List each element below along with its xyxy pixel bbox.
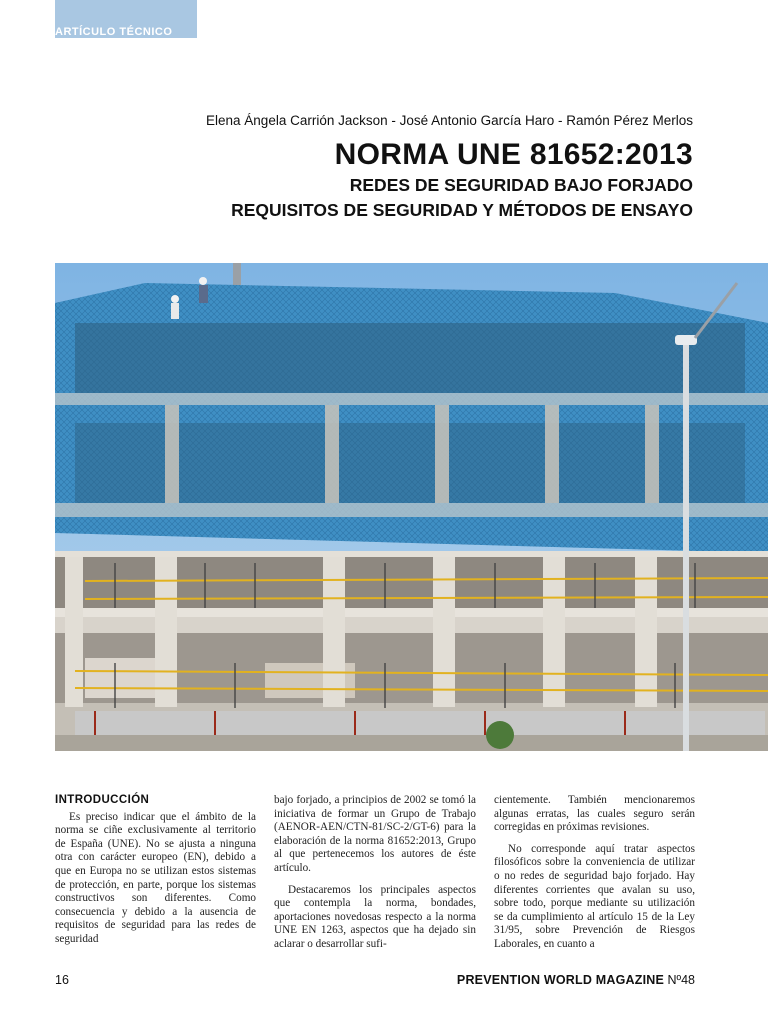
paragraph: cientemente. También mencionaremos algunas erratas, las cuales seguro serán corregidas en próximas revisiones. <box>494 794 695 834</box>
section-label: ARTÍCULO TÉCNICO <box>55 26 173 38</box>
article-title: NORMA UNE 81652:2013 <box>334 138 693 171</box>
article-photo <box>55 263 768 751</box>
page-number: 16 <box>55 973 69 987</box>
issue-number: Nº48 <box>667 973 695 987</box>
article-subtitle-2: REQUISITOS DE SEGURIDAD Y MÉTODOS DE ENSAYO <box>231 200 693 220</box>
text-column-1 <box>55 794 256 947</box>
magazine-name: PREVENTION WORLD MAGAZINE <box>456 973 665 987</box>
magazine-footer <box>457 973 695 987</box>
paragraph: Es preciso indicar que el ámbito de la norma se ciñe exclusivamente al territorio de España (UNE). No se ajusta a ninguna otra con carácter europeo (EN), debido a que en Europa no se utilizan estos sistemas de protección, en parte, porque los sistemas constructivos son diferentes. Como consecuencia y debido a la ausencia de requisitos de seguridad para las redes de seguridad <box>55 810 256 945</box>
text-column-2 <box>274 794 476 952</box>
paragraph: bajo forjado, a principios de 2002 se tomó la iniciativa de formar un Grupo de Trabajo (AENOR-AEN/CTN-81/SC-2/GT-6) para la elaboración de la norma 81652:2013, Grupo al que pertenecemos los autores de éste artículo. <box>274 794 476 874</box>
rolled-nets <box>75 711 765 735</box>
text-column-3 <box>494 794 695 952</box>
paragraph: No corresponde aquí tratar aspectos filosóficos sobre la conveniencia de utilizar o no redes de seguridad bajo forjado. Hay diferentes corrientes que avalan su uso, sobre todo, porque mediante su utilización se da cumplimiento al artículo 15 de la Ley 31/95, sobre Prevención de Riesgos Laborales, en cuanto a <box>494 842 695 950</box>
construction-site-illustration <box>55 263 768 751</box>
section-tab <box>55 0 197 38</box>
paragraph: Destacaremos los principales aspectos que contempla la norma, bondades, aportaciones novedosas respecto a la norma UNE EN 1263, aspectos que ha dejado sin aclarar o desarrollar sufi- <box>274 883 476 950</box>
article-authors: Elena Ángela Carrión Jackson - José Antonio García Haro - Ramón Pérez Merlos <box>206 113 693 128</box>
article-subtitle-1: REDES DE SEGURIDAD BAJO FORJADO <box>349 175 693 195</box>
tree <box>486 721 514 749</box>
section-heading: INTRODUCCIÓN <box>55 794 150 806</box>
